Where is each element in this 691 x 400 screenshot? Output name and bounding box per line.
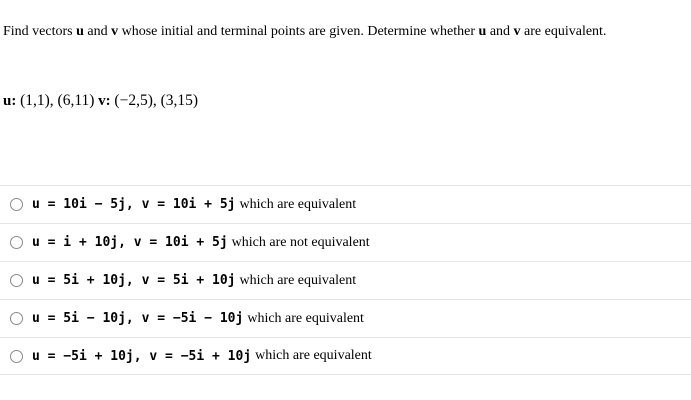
answer-option[interactable]	[0, 299, 691, 337]
option-text: which are equivalent	[239, 272, 357, 288]
question-text	[3, 24, 606, 40]
vector-points	[3, 92, 198, 110]
question-segment: and	[83, 24, 112, 39]
radio-button[interactable]	[10, 198, 23, 211]
answer-option[interactable]	[0, 223, 691, 261]
radio-button[interactable]	[10, 350, 23, 363]
vector-u-symbol: u	[76, 24, 84, 39]
vector-v-points: (−2,5), (3,15)	[114, 92, 199, 109]
vector-v-label: v:	[98, 93, 111, 109]
question-segment: are equivalent.	[520, 24, 607, 39]
vector-u-points: (1,1), (6,11)	[20, 92, 95, 109]
option-math: u = 5i + 10j, v = 5i + 10j	[32, 273, 236, 288]
radio-button[interactable]	[10, 312, 23, 325]
answer-option[interactable]	[0, 261, 691, 299]
option-math: u = −5i + 10j, v = −5i + 10j	[32, 348, 252, 364]
option-math: u = i + 10j, v = 10i + 5j	[32, 235, 228, 250]
option-math: u = 5i − 10j, v = −5i − 10j	[32, 311, 244, 326]
option-text: which are not equivalent	[231, 234, 370, 250]
vector-v-symbol: v	[111, 24, 119, 39]
answer-options	[0, 185, 691, 375]
option-math: u = 10i − 5j, v = 10i + 5j	[32, 197, 236, 212]
vector-u-symbol: u	[478, 24, 487, 39]
question-segment: Find vectors	[3, 24, 77, 39]
radio-button[interactable]	[10, 236, 23, 249]
question-segment: whose initial and terminal points are given. Determine whether	[118, 24, 479, 39]
answer-option[interactable]	[0, 185, 691, 223]
vector-u-label: u:	[3, 93, 17, 109]
radio-button[interactable]	[10, 274, 23, 287]
answer-option[interactable]	[0, 337, 691, 375]
option-text: which are equivalent	[239, 196, 357, 212]
question-segment: and	[486, 24, 514, 39]
option-text: which are equivalent	[247, 310, 364, 326]
vector-v-symbol: v	[513, 24, 521, 39]
option-text: which are equivalent	[255, 348, 372, 363]
